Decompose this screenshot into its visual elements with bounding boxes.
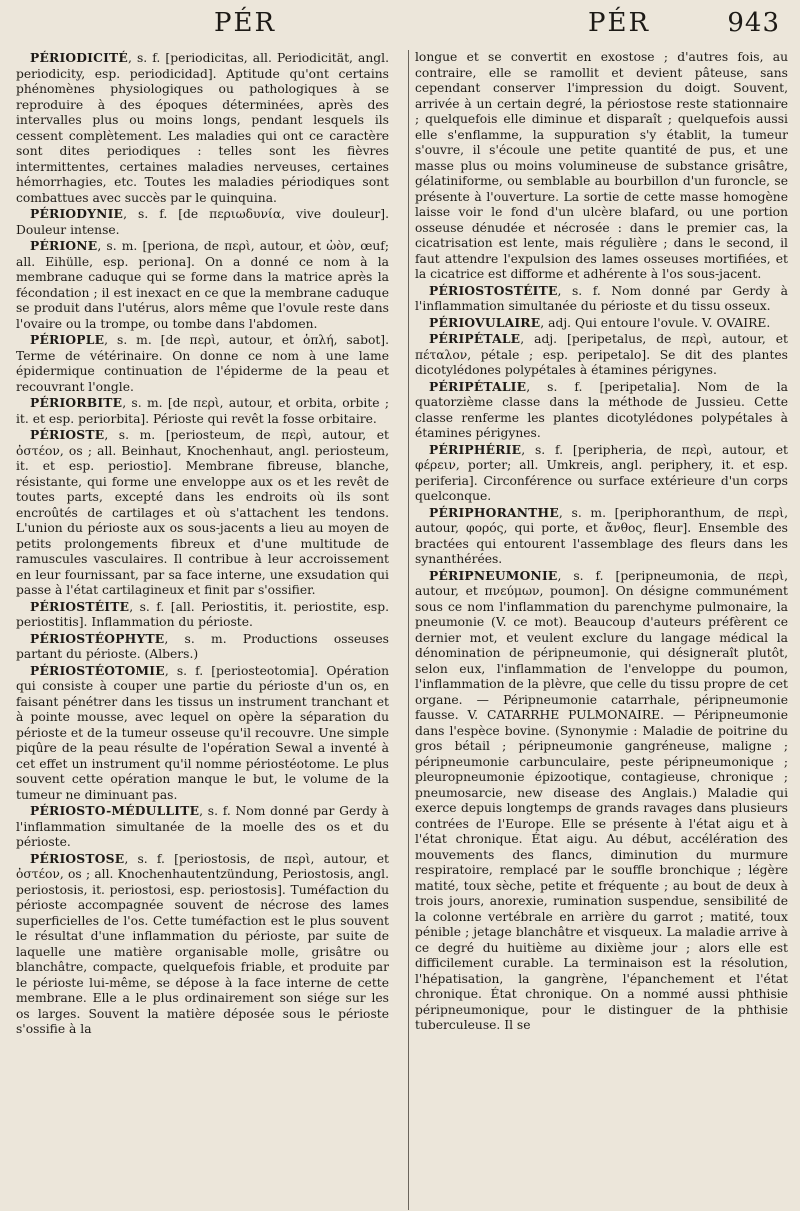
entry-definition: , s. f. [all. Periostitis, it. periostite, esp. periostitis]. Inflammation du périoste. [16, 599, 389, 629]
dictionary-entry [16, 206, 389, 238]
dictionary-entry [16, 427, 389, 599]
entry-headword: PÉRIOSTOSE [30, 850, 125, 866]
entry-definition: longue et se convertit en exostose ; d'autres fois, au contraire, elle se ramollit et devient pâteuse, sans cependant conserver l'impression du doigt. Souvent, arrivée à un certain degré, la périostose reste stationnaire ; quelquefois elle diminue et disparaît ; quelquefois aussi elle s'enflamme, la suppuration s'y établit, la tumeur s'ouvre, il s'écoule une petite quantité de pus, et une masse plus ou moins volumineuse de substance grisâtre, gélatiniforme, ou semblable au bourbillon d'un furoncle, se présente à l'ouverture. La sortie de cette masse homogène laisse voir le fond d'un ulcère blafard, ou une portion osseuse dénudée et nécrosée : dans le premier cas, la cicatrisation est lente, mais régulière ; dans le second, il faut attendre l'expulsion des lames osseuses mortifiées, et la cicatrice est difforme et adhérente à l'os sous-jacent. [415, 50, 788, 281]
entry-headword: PÉRIPHORANTHE [429, 504, 559, 520]
entry-headword: PÉRIOSTE [30, 427, 105, 442]
dictionary-entry [16, 851, 389, 1038]
entry-definition: , s. f. [peripneumonia, de περὶ, autour, et πνεύμων, poumon]. On désigne communément sous ce nom l'inflammation du parenchyme pulmonaire, la pneumonie (V. ce mot). Beaucoup d'auteurs préfèrent ce dernier mot, et veulent exclure du langage médical la dénomination de péripneumonie, qui désigneraît plutôt, selon eux, l'inflammation de l'enveloppe du poumon, l'inflammation de la plèvre, que celle du tissu propre de cet organe. — Péripneumonie catarrhale, péripneumonie fausse. V. CATARRHE PULMONAIRE. — Péripneumonie dans l'espèce bovine. (Synonymie : Maladie de poitrine du gros bétail ; péripneumonie gangréneuse, maligne ; péripneumonie carbunculaire, peste péripneumonique ; pleuropneumonie épizootique, contagieuse, chronique ; pneumosarcie, new disease des Anglais.) Maladie qui exerce depuis longtemps de grands ravages dans plusieurs contrées de l'Europe. Elle se présente à l'état aigu et à l'état chronique. État aigu. Au début, accélération des mouvements des flancs, diminution du murmure respiratoire, remplacé par le souffle bronchique ; légère matité, toux sèche, petite et fréquente ; au bout de deux à trois jours, anorexie, rumination suspendue, sensibilité de la colonne vertébrale en arrière du garrot ; matité, toux pénible ; jetage blanchâtre et visqueux. La maladie arrive à ce degré du huitième au dixième jour ; alors elle est difficilement curable. La terminaison est la résolution, l'hépatisation, la gangrène, l'épanchement et l'état chronique. État chronique. On a nommé aussi phthisie péripneumonique, pour le distinguer de la phthisie tuberculeuse. Il se [415, 568, 788, 1032]
entry-headword: PÉRIORBITE [30, 395, 123, 410]
entry-headword: PÉRIPNEUMONIE [429, 567, 558, 583]
dictionary-entry [16, 238, 389, 332]
dictionary-entry [415, 315, 788, 332]
entry-headword: PÉRIOSTOSTÉITE [429, 282, 558, 298]
entry-definition: , s. m. [periphoranthum, de περὶ, autour, φορός, qui porte, et ἄνθος, fleur]. Ensemble des bractées qui entourent l'assemblage des fleurs dans les synanthérées. [415, 505, 788, 566]
dictionary-entry [16, 803, 389, 851]
entry-definition: , s. m. Productions osseuses partant du périoste. (Albers.) [16, 631, 389, 661]
entry-headword: PÉRIOVULAIRE [429, 314, 541, 330]
dictionary-entry [415, 505, 788, 568]
entry-definition: , s. m. [periona, de περὶ, autour, et ὠὸν, œuf; all. Eihülle, esp. periona]. On a donné ce nom à la membrane caduque qui se forme dans la matrice après la fécondation ; il est inexact en ce que la membrane caduque se produit dans l'utérus, alors même que l'ovule reste dans l'ovaire ou la trompe, ou tombe dans l'abdomen. [16, 239, 389, 331]
page-header [16, 4, 788, 50]
entry-definition: , s. f. Nom donné par Gerdy à l'inflammation simultanée du périoste et du tissu osseux. [415, 283, 788, 313]
entry-definition: , s. f. [periostosis, de περὶ, autour, et ὀστέον, os ; all. Knochenhautentzündung, Periostosis, angl. periostosis, it. periostosi, esp. periostosis]. Tuméfaction du périoste accompagnée souvent de nécrose des lames superficielles de l'os. Cette tuméfaction est le plus souvent le résultat d'une inflammation du périoste, par suite de laquelle une matière organisable molle, grisâtre ou blanchâtre, compacte, quelquefois friable, et produite par le périoste lui-même, se dépose à la face interne de cette membrane. Elle a le plus ordinairement son siége sur les os larges. Souvent la matière déposée sous le périoste s'ossifie à la [16, 851, 389, 1036]
entry-definition: , s. f. [periodicitas, all. Periodicität, angl. periodicity, esp. periodicidad]. Aptitude qu'ont certains phénomènes physiologiques ou pathologiques à se reproduire à des époques déterminées, après des intervalles plus ou moins longs, pendant lesquels ils cessent complètement. Les maladies qui ont ce caractère sont dites periodiques : telles sont les fièvres intermittentes, certaines maladies nerveuses, certaines hémorrhagies, etc. Toutes les maladies périodiques sont combattues avec succès par le quinquina. [16, 51, 389, 205]
entry-headword: PÉRIODYNIE [30, 206, 124, 221]
entry-definition: , adj. [peripetalus, de περὶ, autour, et πέταλον, pétale ; esp. peripetalo]. Se dit des plantes dicotylédones polypétales à étamines périgynes. [415, 332, 788, 377]
running-head-right: PÉR [588, 8, 651, 38]
entry-headword: PÉRIPÉTALIE [429, 378, 527, 394]
entry-headword: PÉRIONE [30, 238, 98, 253]
dictionary-entry [16, 395, 389, 427]
entry-headword: PÉRIOPLE [30, 332, 105, 347]
left-column [16, 50, 389, 1038]
column-divider [408, 50, 409, 1210]
dictionary-entry [16, 663, 389, 804]
dictionary-entry [16, 599, 389, 631]
entry-definition: , s. m. [periosteum, de περὶ, autour, et ὀστέον, os ; all. Beinhaut, Knochenhaut, angl. periosteum, it. et esp. periostio]. Membrane fibreuse, blanche, résistante, qui forme une enveloppe aux os et les revêt de toutes parts, excepté dans les endroits où ils sont encroûtés de cartilages et où s'attachent les tendons. L'union du périoste aux os sous-jacents a lieu au moyen de petits prolongements fibreux et d'une multitude de ramuscules vasculaires. Il contribue à leur accroissement en leur fournissant, par sa face interne, une exsudation qui passe à l'état cartilagineux et finit par s'ossifier. [16, 428, 389, 597]
dictionary-entry [16, 50, 389, 206]
entry-definition: , adj. Qui entoure l'ovule. V. OVAIRE. [540, 315, 771, 330]
dictionary-entry [16, 332, 389, 395]
dictionary-entry [415, 331, 788, 379]
right-column [415, 50, 788, 1038]
entry-definition: , s. m. [de περὶ, autour, et ὁπλή, sabot]. Terme de vétérinaire. On donne ce nom à une lame épidermique continuation de l'épiderme de la peau et recouvrant l'ongle. [16, 333, 389, 394]
entry-headword: PÉRIPÉTALE [429, 331, 521, 346]
entry-headword: PÉRIOSTÉOPHYTE [30, 630, 165, 646]
dictionary-entry [415, 283, 788, 315]
dictionary-entry [16, 631, 389, 663]
entry-definition: , s. f. Nom donné par Gerdy à l'inflammation simultanée de la moelle des os et du périoste. [16, 804, 389, 849]
entry-headword: PÉRIOSTÉITE [30, 598, 130, 614]
dictionary-entry [415, 568, 788, 1034]
entry-headword: PÉRIPHÉRIE [429, 441, 522, 457]
page-number: 943 [727, 8, 780, 38]
dictionary-entry [415, 442, 788, 505]
dictionary-entry [415, 50, 788, 283]
text-columns [16, 50, 788, 1038]
running-head-left: PÉR [214, 8, 277, 38]
dictionary-entry [415, 379, 788, 442]
entry-headword: PÉRIOSTÉOTOMIE [30, 662, 165, 678]
entry-definition: , s. m. [de περὶ, autour, et orbita, orbite ; it. et esp. periorbita]. Périoste qui revêt la fosse orbitaire. [16, 396, 389, 426]
entry-definition: , s. f. [periosteotomia]. Opération qui consiste à couper une partie du périoste d'un os, en faisant pénétrer dans les tissus un instrument tranchant et à pointe mousse, avec lequel on opère la séparation du périoste et de la tumeur osseuse qu'il recouvre. Une simple piqûre de la peau résulte de l'opération Sewal a inventé à cet effet un instrument qu'il nomme périostéotome. Le plus souvent cette opération manque le but, le volume de la tumeur ne diminuant pas. [16, 663, 389, 802]
entry-headword: PÉRIODICITÉ [30, 50, 128, 65]
entry-definition: , s. f. [de περιωδυνία, vive douleur]. Douleur intense. [16, 207, 389, 237]
entry-headword: PÉRIOSTO-MÉDULLITE [30, 803, 200, 818]
entry-definition: , s. f. [peripheria, de περὶ, autour, et φέρειν, porter; all. Umkreis, angl. periphery, it. et esp. periferia]. Circonférence ou surface extérieure d'un corps quelconque. [415, 442, 788, 503]
entry-definition: , s. f. [peripetalia]. Nom de la quatorzième classe dans la méthode de Jussieu. Cette classe renferme les plantes dicotylédones polypétales à étamines périgynes. [415, 379, 788, 440]
